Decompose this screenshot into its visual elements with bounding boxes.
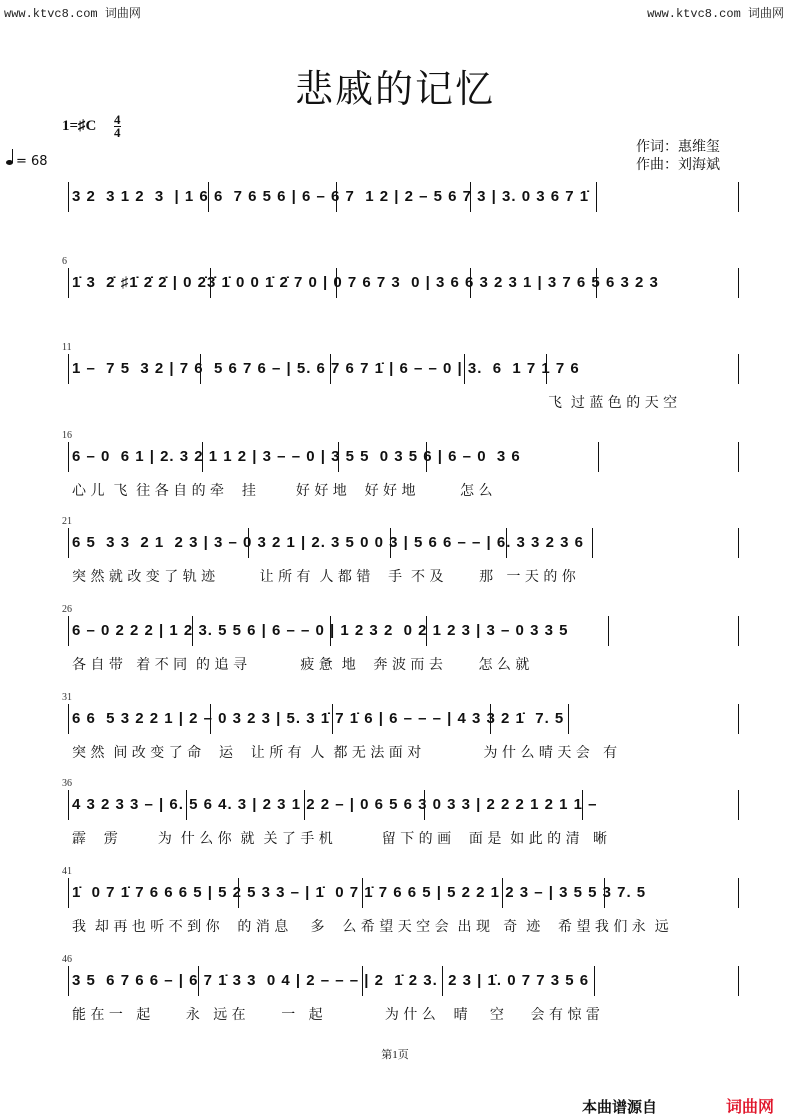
- time-signature-bottom: 4: [114, 125, 121, 140]
- tempo-value: = 68: [16, 154, 48, 169]
- lyrics-line: 飞 过 蓝 色 的 天 空: [548, 395, 678, 411]
- barline: [68, 354, 69, 384]
- measure-number: 31: [62, 692, 72, 703]
- barline: [738, 442, 739, 472]
- page-number: 第1页: [381, 1049, 409, 1061]
- measure-number: 16: [62, 430, 72, 441]
- notation-line: 6 – 0 6 1 | 2. 3 2 1 1 2 | 3 – – 0 | 3 5 5 0 3 5 6 | 6 – 0 3 6: [72, 448, 521, 465]
- lyrics-line: 突 然 间 改 变 了 命 运 让 所 有 人 都 无 法 面 对 为 什 么 晴 天 会 有: [72, 745, 618, 761]
- key-signature: 1=♯C: [62, 118, 97, 134]
- source-label: 本曲谱源自: [582, 1098, 658, 1116]
- notation-line: 6 6 5 3 2 2 1 | 2 – 0 3 2 3 | 5. 3 1̇ 7 1̇ 6 | 6 – – – | 4 3 3 2 1̇ 7. 5: [72, 710, 565, 727]
- lyricist: 作词：惠维玺: [636, 139, 720, 155]
- lyrics-line: 霹 雳 为 什 么 你 就 关 了 手 机 留 下 的 画 面 是 如 此 的 清 晰: [72, 831, 607, 847]
- measure-number: 11: [62, 342, 72, 353]
- barline: [598, 442, 599, 472]
- barline: [68, 182, 69, 212]
- notation-line: 6 – 0 2 2 2 | 1 2 3. 5 5 6 | 6 – – 0 | 1 2 3 2 0 2 1 2 3 | 3 – 0 3 3 5: [72, 622, 569, 639]
- barline: [738, 966, 739, 996]
- barline: [68, 616, 69, 646]
- song-title: 悲戚的记忆: [294, 67, 495, 111]
- measure-number: 41: [62, 866, 72, 877]
- barline: [608, 616, 609, 646]
- tempo-marking: [6, 154, 48, 169]
- barline: [68, 790, 69, 820]
- barline: [568, 704, 569, 734]
- lyrics-line: 突 然 就 改 变 了 轨 迹 让 所 有 人 都 错 手 不 及 那 一 天 的 你: [72, 569, 576, 585]
- barline: [738, 616, 739, 646]
- notation-line: 1̇ 3 2̇ ♯1̇ 2̇ 2̇ | 0 2̇3̇ 1̇ 0 0 1̇ 2̇ 7 0 | 0 7 6 7 3 0 | 3 6 6 3 2 3 1 | 3 7 6 5 6 3 2 3: [72, 274, 659, 291]
- lyrics-line: 我 却 再 也 听 不 到 你 的 消 息 多 么 希 望 天 空 会 出 现 奇 迹 希 望 我 们 永 远: [72, 919, 669, 935]
- barline: [738, 704, 739, 734]
- notation-line: 4 3 2 3 3 – | 6. 5 6 4. 3 | 2 3 1 2 2 – | 0 6 5 6 3 0 3 3 | 2 2 2 1 2 1 1 –: [72, 796, 598, 813]
- measure-number: 26: [62, 604, 72, 615]
- source-logo: 词曲网: [726, 1097, 775, 1116]
- barline: [68, 704, 69, 734]
- barline: [738, 354, 739, 384]
- notation-line: 3 5 6 7 6 6 – | 6 7 1̇ 3 3 0 4 | 2 – – – | 2 1̇ 2 3. 2 3 | 1̇. 0 7 7 3 5 6: [72, 972, 590, 989]
- barline: [594, 966, 595, 996]
- watermark-left: www.ktvc8.com 词曲网: [4, 7, 141, 21]
- barline: [738, 790, 739, 820]
- lyrics-line: 能 在 一 起 永 远 在 一 起 为 什 么 晴 空 会 有 惊 雷: [72, 1007, 600, 1023]
- barline: [68, 966, 69, 996]
- watermark-right: www.ktvc8.com 词曲网: [647, 7, 784, 21]
- barline: [738, 268, 739, 298]
- notation-line: 6 5 3 3 2 1 2 3 | 3 – 0 3 2 1 | 2. 3 5 0 0 3 | 5 6 6 – – | 6. 3 3 2 3 6: [72, 534, 584, 551]
- composer: 作曲：刘海斌: [636, 157, 720, 173]
- quarter-note-icon: [6, 160, 13, 165]
- barline: [68, 442, 69, 472]
- lyrics-line: 各 自 带 着 不 同 的 追 寻 疲 惫 地 奔 波 而 去 怎 么 就: [72, 657, 530, 673]
- time-signature-top: 4: [114, 112, 121, 127]
- barline: [592, 528, 593, 558]
- barline: [68, 268, 69, 298]
- barline: [738, 528, 739, 558]
- lyrics-line: 心 儿 飞 往 各 自 的 牵 挂 好 好 地 好 好 地 怎 么: [72, 483, 493, 499]
- credits: [636, 138, 720, 174]
- measure-number: 6: [62, 256, 67, 267]
- time-signature: [114, 114, 121, 139]
- barline: [738, 182, 739, 212]
- barline: [596, 182, 597, 212]
- notation-line: 3 2 3 1 2 3 | 1 6 6 7 6 5 6 | 6 – 6 7 1 2 | 2 – 5 6 7 3 | 3. 0 3 6 7 1̇: [72, 188, 590, 205]
- barline: [738, 878, 739, 908]
- measure-number: 36: [62, 778, 72, 789]
- barline: [68, 528, 69, 558]
- notation-line: 1 – 7 5 3 2 | 7 6 5 6 7 6 – | 5. 6 7 6 7 1̇ | 6 – – 0 | 3. 6 1 7 1 7 6: [72, 360, 580, 377]
- measure-number: 21: [62, 516, 72, 527]
- barline: [68, 878, 69, 908]
- notation-line: 1̇ 0 7 1̇ 7 6 6 6 5 | 5 2 5 3 3 – | 1̇ 0 7 1̇ 7 6 6 5 | 5 2 2 1 2 3 – | 3 5 5 3 7. 5: [72, 884, 647, 901]
- measure-number: 46: [62, 954, 72, 965]
